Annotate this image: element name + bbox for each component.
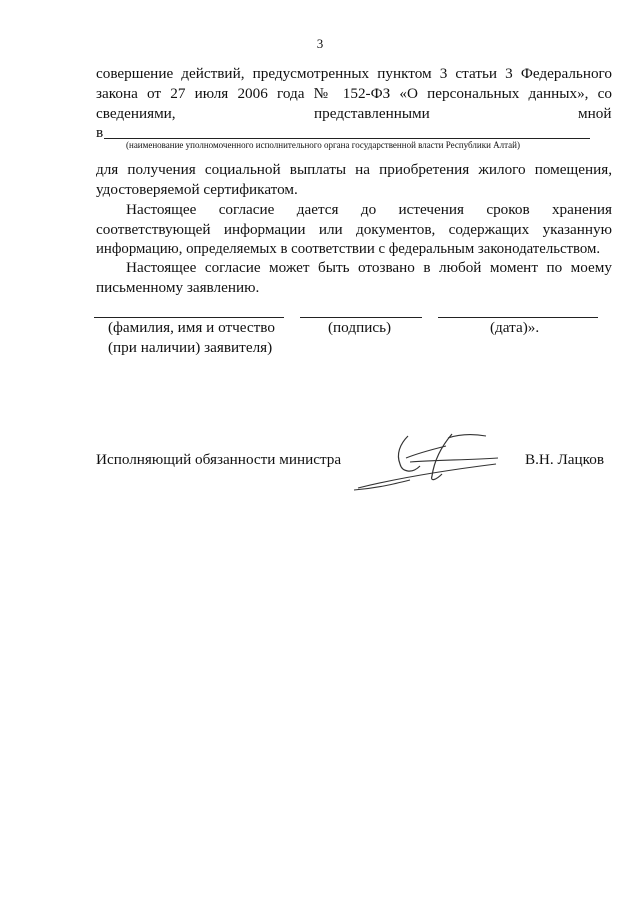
page-number: 3 bbox=[316, 36, 324, 51]
authority-name-caption: (наименование уполномоченного исполнительного органа государственной власти Республики Алтай) bbox=[126, 140, 520, 150]
date-caption: (дата)». bbox=[490, 319, 540, 336]
paragraph1-word-svedeniyami: сведениями, bbox=[96, 105, 176, 122]
paragraph1-line5: для получения социальной выплаты на приобретения жилого помещения, bbox=[96, 161, 612, 178]
paragraph1-word-mnoy: мной bbox=[578, 105, 612, 122]
paragraph2-line1: Настоящее согласие дается до истечения сроков хранения bbox=[126, 201, 612, 218]
paragraph3-line2: письменному заявлению. bbox=[96, 279, 260, 296]
paragraph1-word-predstavlennymi: представленными bbox=[314, 105, 430, 122]
paragraph1-line2: закона от 27 июля 2006 года № 152-ФЗ «О персональных данных», со bbox=[96, 85, 612, 102]
paragraph2-line3: информацию, определяемых в соответствии с федеральным законодательством. bbox=[96, 241, 601, 257]
signature-caption: (подпись) bbox=[328, 319, 392, 336]
authority-name-underline bbox=[104, 138, 590, 139]
name-caption-line2: (при наличии) заявителя) bbox=[108, 339, 273, 356]
paragraph1-line1: совершение действий, предусмотренных пунктом 3 статьи 3 Федерального bbox=[96, 65, 612, 82]
paragraph1-line6: удостоверяемой сертификатом. bbox=[96, 181, 298, 198]
paragraph2-line2: соответствующей информации или документов, содержащих указанную bbox=[96, 221, 612, 238]
paragraph3-line1: Настоящее согласие может быть отозвано в любой момент по моему bbox=[126, 259, 612, 276]
paragraph1-prefix-v: в bbox=[96, 124, 104, 141]
handwritten-signature bbox=[348, 430, 518, 500]
official-position: Исполняющий обязанности министра bbox=[96, 451, 342, 468]
name-caption-line1: (фамилия, имя и отчество bbox=[108, 319, 275, 336]
official-name: В.Н. Лацков bbox=[525, 451, 605, 468]
